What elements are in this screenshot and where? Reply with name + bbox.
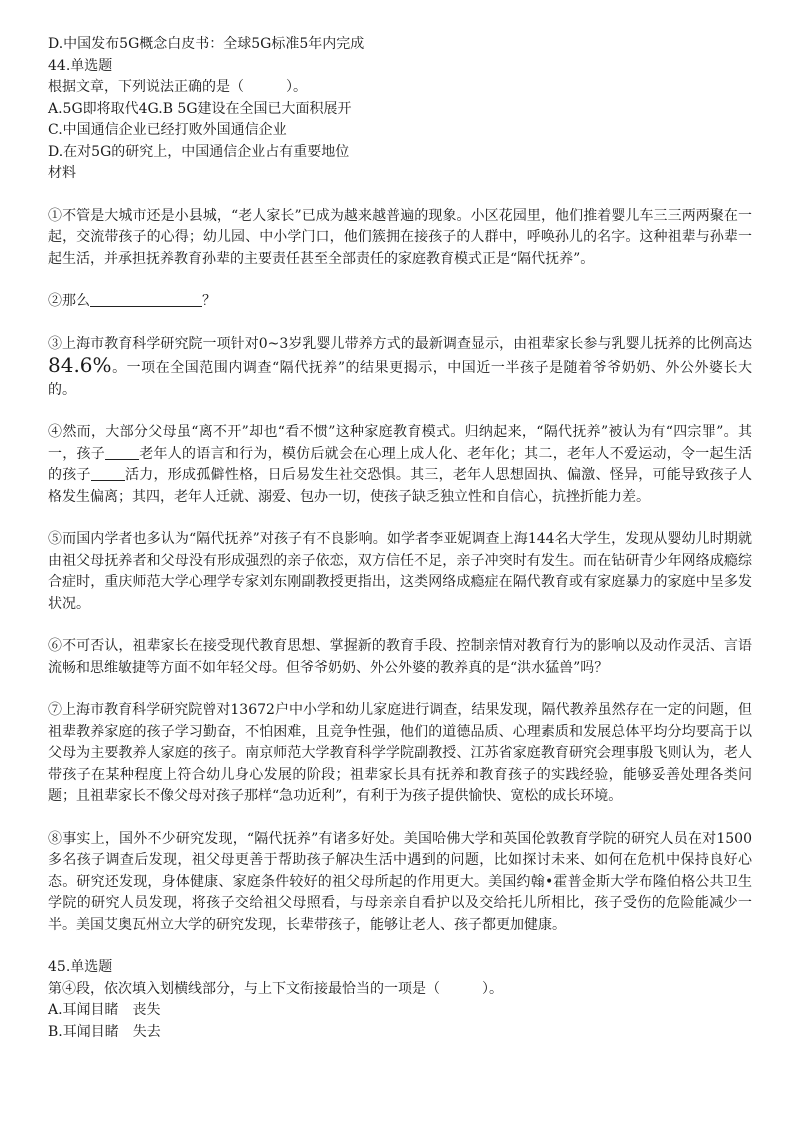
p4-text-2: 老年人的语言和行为，模仿后就会在心理上成人化、老年化；其二，老年人不爱运动，令一起生活的孩子 [48, 445, 753, 483]
q45-stem: 第④段，依次填入划横线部分，与上下文衔接最恰当的一项是（ ）。 [48, 980, 503, 997]
question-44 [48, 56, 752, 164]
paragraph-3 [48, 334, 752, 402]
q45-option-b: B.耳闻目睹 失去 [48, 1023, 161, 1040]
paragraph-6: ⑥不可否认，祖辈家长在接受现代教育思想、掌握新的教育手段、控制亲情对教育行为的影响以及动作灵活、言语流畅和思维敏捷等方面不如年轻父母。但爷爷奶奶、外公外婆的教养真的是“洪水猛兽”吗？ [48, 638, 752, 676]
paragraph-5: ⑤而国内学者也多认为“隔代抚养”对孩子有不良影响。如学者李亚妮调查上海144名大学生，发现从婴幼儿时期就由祖父母抚养者和父母没有形成强烈的亲子依恋，双方信任不足，亲子冲突时有发生。而在钻研青少年网络成瘾综合症时，重庆师范大学心理学专家刘东刚副教授更指出，这类网络成瘾症在隔代教育或有家庭暴力的家庭中呈多发状况。 [48, 531, 752, 612]
q45-option-a: A.耳闻目睹 丧失 [48, 1002, 161, 1018]
q44-stem: 根据文章，下列说法正确的是（ ）。 [48, 79, 307, 95]
p3-text-2: 。一项在全国范围内调查“隔代抚养”的结果更揭示，中国近一半孩子是随着爷爷奶奶、外公外婆长大的。 [48, 360, 752, 398]
q45-number: 45.单选题 [48, 959, 113, 975]
paragraph-7: ⑦上海市教育科学研究院曾对13672户中小学和幼儿家庭进行调查，结果发现，隔代教养虽然存在一定的问题，但祖辈教养家庭的孩子学习勤奋，不怕困难，且竞争性强，他们的道德品质、心理素质和发展总体平均分均要高于以父母为主要教养人家庭的孩子。南京师范大学教育科学学院副教授、江苏省家庭教育研究会理事殷飞则认为，老人带孩子在某种程度上符合幼儿身心发展的阶段；祖辈家长具有抚养和教育孩子的实践经验，能够妥善处理各类问题；且祖辈家长不像父母对孩子那样“急功近利”，有利于为孩子提供愉快、宽松的成长环境。 [48, 702, 752, 804]
fill-blank-underline [90, 292, 202, 307]
p4-text-3: 活力，形成孤僻性格，日后易发生社交恐惧。其三，老年人思想固执、偏激、怪异，可能导致孩子人格发生偏离；其四，老年人迁就、溺爱、包办一切，使孩子缺乏独立性和自信心，抗挫折能力差。 [48, 467, 753, 505]
question-45 [48, 957, 752, 1043]
exam-page [48, 34, 752, 1043]
paragraph-2 [48, 291, 752, 313]
p3-percent: 84.6% [48, 353, 112, 377]
fill-blank-2 [91, 466, 125, 481]
p3-text-1: ③上海市教育科学研究院一项针对0~3岁乳婴儿带养方式的最新调查显示，由祖辈家长参与乳婴儿抚养的比例高达 [48, 335, 752, 352]
q44-option-d: D.在对5G的研究上，中国通信企业占有重要地位 [48, 143, 350, 160]
material-label: 材料 [48, 165, 76, 181]
p2-text-before: ②那么 [48, 293, 90, 309]
q44-option-a: A.5G即将取代4G.B 5G建设在全国已大面积展开 [48, 100, 352, 117]
p4-text-1: ④然而，大部分父母虽“离不开”却也“看不惯”这种家庭教育模式。归纳起来，“隔代抚养”被认为有“四宗罪”。其一，孩子 [48, 424, 752, 462]
q44-option-c: C.中国通信企业已经打败外国通信企业 [48, 122, 287, 138]
p2-text-after: ？ [202, 293, 216, 309]
paragraph-1: ①不管是大城市还是小县城，“老人家长”已成为越来越普遍的现象。小区花园里，他们推着婴儿车三三两两聚在一起，交流带孩子的心得；幼儿园、中小学门口，他们簇拥在接孩子的人群中，呼唤孙儿的名字。这种祖辈与孙辈一起生活，并承担抚养教育孙辈的主要责任甚至全部责任的家庭教育模式正是“隔代抚养”。 [48, 207, 752, 267]
q44-number: 44.单选题 [48, 57, 113, 74]
q43-option-d: D.中国发布5G概念白皮书：全球5G标准5年内完成 [48, 36, 365, 52]
paragraph-8: ⑧事实上，国外不少研究发现，“隔代抚养”有诸多好处。美国哈佛大学和英国伦敦教育学院的研究人员在对1500多名孩子调查后发现，祖父母更善于帮助孩子解决生活中遇到的问题，比如探讨未来、如何在危机中保持良好心态。研究还发现，身体健康、家庭条件较好的祖父母所起的作用更大。美国约翰•霍普金斯大学布隆伯格公共卫生学院的研究人员发现，将孩子交给祖父母照看，与母亲亲自看护以及交给托儿所相比，孩子受伤的危险能减少一半。美国艾奥瓦州立大学的研究发现，长辈带孩子，能够让老人、孩子都更加健康。 [48, 830, 752, 933]
fill-blank-1 [105, 445, 139, 460]
paragraph-4 [48, 422, 752, 508]
